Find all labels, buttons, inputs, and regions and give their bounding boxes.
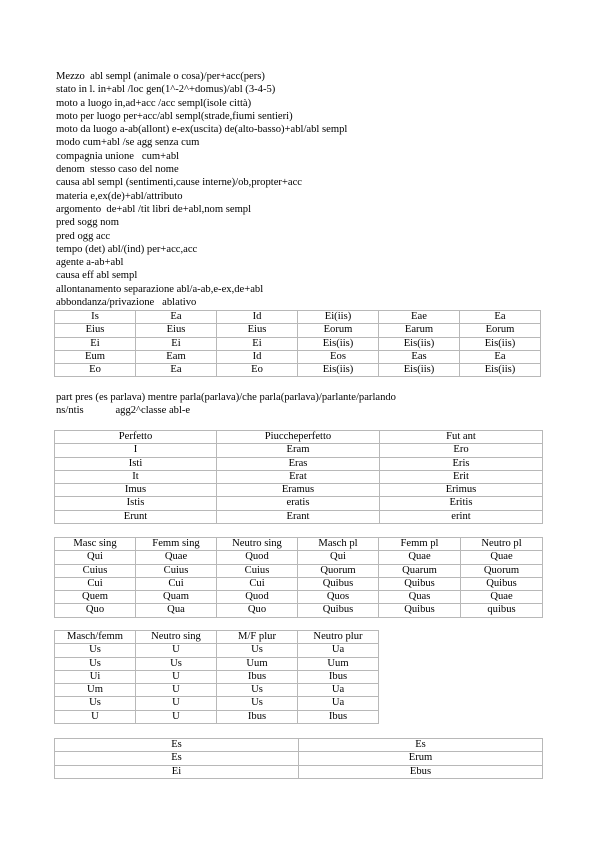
table-cell: Um — [55, 684, 136, 697]
table-cell: Us — [55, 697, 136, 710]
column-header: Neutro pl — [461, 538, 543, 551]
table-cell: Istis — [55, 497, 217, 510]
table-cell: Quarum — [379, 564, 461, 577]
table-cell: Cui — [217, 577, 298, 590]
table-cell: Us — [217, 697, 298, 710]
table-cell: Eras — [217, 457, 380, 470]
table-cell: Es — [299, 739, 543, 752]
notes-line: abbondanza/privazione ablativo — [56, 297, 197, 309]
table-cell: Us — [55, 657, 136, 670]
table-cell: Eorum — [460, 324, 541, 337]
column-header: Masc sing — [55, 538, 136, 551]
table-row — [55, 470, 543, 483]
table-row — [55, 510, 543, 523]
table-cell: Qui — [298, 551, 379, 564]
table-row — [55, 337, 541, 350]
table-cell: Cui — [136, 577, 217, 590]
table-cell: Eram — [217, 444, 380, 457]
notes-line: Mezzo abl sempl (animale o cosa)/per+acc(pers) — [56, 71, 265, 82]
table-cell: Ibus — [298, 670, 379, 683]
table-cell: Ei — [55, 765, 299, 778]
table-cell: Quorum — [461, 564, 543, 577]
column-header: Piuccheperfetto — [217, 431, 380, 444]
table-cell: Eius — [136, 324, 217, 337]
table-cell: Eis(iis) — [379, 337, 460, 350]
table-cell: Ea — [136, 364, 217, 377]
table-cell: Eius — [217, 324, 298, 337]
table-cell: Quorum — [298, 564, 379, 577]
table-cell: Ibus — [217, 710, 298, 723]
table-qui-quae-quod — [54, 537, 543, 618]
table-row — [55, 577, 543, 590]
table-is-declension — [54, 310, 541, 377]
notes-line: tempo (det) abl/(ind) per+acc,acc — [56, 243, 198, 255]
table-cell: Quod — [217, 551, 298, 564]
table-cell: Quae — [136, 551, 217, 564]
table-cell: Erimus — [380, 484, 543, 497]
table-cell: Ei — [55, 337, 136, 350]
table-cell: Cui — [55, 577, 136, 590]
table-cell: Eius — [55, 324, 136, 337]
table-cell: Quo — [55, 604, 136, 617]
table-cell: Quae — [461, 551, 543, 564]
table-cell: Erant — [217, 510, 380, 523]
column-header: Femm pl — [379, 538, 461, 551]
table-cell: Quas — [379, 591, 461, 604]
table-cell: Us — [55, 644, 136, 657]
table-cell: Eas — [379, 350, 460, 363]
table-cell: Us — [136, 657, 217, 670]
table-cell: Eis(iis) — [460, 337, 541, 350]
table-us-declension — [54, 630, 379, 724]
table-header-row — [55, 538, 543, 551]
table-cell: U — [136, 710, 217, 723]
table-cell: Uum — [298, 657, 379, 670]
table-row — [55, 324, 541, 337]
table-cell: Erat — [217, 470, 380, 483]
table-row — [55, 484, 543, 497]
table-cell: Eo — [217, 364, 298, 377]
grammar-notes — [56, 70, 347, 309]
table-row — [55, 497, 543, 510]
table-cell: Id — [217, 311, 298, 324]
table-cell: Eae — [379, 311, 460, 324]
table-cell: U — [136, 644, 217, 657]
notes-line: moto per luogo per+acc/abl sempl(strade,fiumi sentieri) — [56, 110, 293, 122]
notes-line: agente a-ab+abl — [56, 257, 124, 269]
table-cell: Imus — [55, 484, 217, 497]
notes-line: stato in l. in+abl /loc gen(1^-2^+domus)/abl (3-4-5) — [56, 84, 276, 96]
table-cell: Eorum — [298, 324, 379, 337]
table-cell: erint — [380, 510, 543, 523]
table-cell: Quem — [55, 591, 136, 604]
table-row — [55, 350, 541, 363]
table-cell: Erit — [380, 470, 543, 483]
table-cell: U — [136, 684, 217, 697]
table-row — [55, 684, 379, 697]
table-header-row — [55, 431, 543, 444]
table-cell: Ea — [136, 311, 217, 324]
table-cell: Quos — [298, 591, 379, 604]
table-cell: Eritis — [380, 497, 543, 510]
notes-line: allontanamento separazione abl/a-ab,e-ex,de+abl — [56, 283, 264, 295]
notes-line: causa eff abl sempl — [56, 270, 138, 282]
table-cell: Quibus — [298, 604, 379, 617]
table-cell: Ua — [298, 684, 379, 697]
table-cell: Us — [217, 684, 298, 697]
table-cell: Eis(iis) — [298, 364, 379, 377]
participle-notes — [56, 391, 396, 418]
table-row — [55, 311, 541, 324]
notes-line: compagnia unione cum+abl — [56, 150, 180, 162]
notes-line: materia e,ex(de)+abl/attributo — [56, 190, 183, 202]
table-cell: Ea — [460, 311, 541, 324]
table-cell: Ibus — [298, 710, 379, 723]
table-cell: eratis — [217, 497, 380, 510]
participle-line: part pres (es parlava) mentre parla(parlava)/che parla(parlava)/parlante/parlando — [56, 392, 396, 403]
table-cell: I — [55, 444, 217, 457]
table-cell: Qua — [136, 604, 217, 617]
notes-line: denom stesso caso del nome — [56, 164, 179, 176]
table-cell: Ibus — [217, 670, 298, 683]
table-cell: Quod — [217, 591, 298, 604]
notes-line: causa abl sempl (sentimenti,cause interne)/ob,propter+acc — [56, 177, 302, 189]
table-cell: Ui — [55, 670, 136, 683]
table-cell: It — [55, 470, 217, 483]
table-row — [55, 457, 543, 470]
notes-line: moto da luogo a-ab(allont) e-ex(uscita) de(alto-basso)+abl/abl sempl — [56, 124, 348, 136]
table-header-row — [55, 631, 379, 644]
table-cell: U — [55, 710, 136, 723]
notes-line: argomento de+abl /tit libri de+abl,nom sempl — [56, 203, 252, 215]
table-cell: Erum — [299, 752, 543, 765]
table-row — [55, 670, 379, 683]
table-cell: Quibus — [461, 577, 543, 590]
table-cell: Is — [55, 311, 136, 324]
table-row — [55, 697, 379, 710]
table-cell: Quibus — [379, 577, 461, 590]
column-header: Femm sing — [136, 538, 217, 551]
table-cell: Ei — [217, 337, 298, 350]
column-header: Neutro sing — [217, 538, 298, 551]
column-header: Neutro plur — [298, 631, 379, 644]
notes-line: pred sogg nom — [56, 217, 119, 229]
table-cell: Ua — [298, 644, 379, 657]
table-cell: Cuius — [217, 564, 298, 577]
table-row — [55, 604, 543, 617]
table-cell: Isti — [55, 457, 217, 470]
table-cell: Earum — [379, 324, 460, 337]
table-row — [55, 765, 543, 778]
table-row — [55, 364, 541, 377]
table-cell: Cuius — [136, 564, 217, 577]
table-cell: Eramus — [217, 484, 380, 497]
notes-line: pred ogg acc — [56, 230, 111, 242]
table-cell: Id — [217, 350, 298, 363]
table-cell: Ei — [136, 337, 217, 350]
table-perfetto — [54, 430, 543, 524]
table-row — [55, 752, 543, 765]
table-es-declension — [54, 738, 543, 779]
table-cell: Ua — [298, 697, 379, 710]
table-row — [55, 591, 543, 604]
column-header: Perfetto — [55, 431, 217, 444]
column-header: Masch/femm — [55, 631, 136, 644]
table-cell: Ero — [380, 444, 543, 457]
table-cell: Us — [217, 644, 298, 657]
table-cell: Eum — [55, 350, 136, 363]
table-row — [55, 551, 543, 564]
column-header: Neutro sing — [136, 631, 217, 644]
table-cell: Quae — [379, 551, 461, 564]
table-cell: Quibus — [298, 577, 379, 590]
column-header: Masch pl — [298, 538, 379, 551]
column-header: M/F plur — [217, 631, 298, 644]
table-cell: Eis(iis) — [298, 337, 379, 350]
table-cell: Es — [55, 752, 299, 765]
table-cell: Ebus — [299, 765, 543, 778]
table-row — [55, 564, 543, 577]
table-cell: Eo — [55, 364, 136, 377]
table-row — [55, 644, 379, 657]
table-cell: U — [136, 670, 217, 683]
table-cell: U — [136, 697, 217, 710]
table-cell: Quibus — [379, 604, 461, 617]
table-cell: Quae — [461, 591, 543, 604]
table-cell: Eos — [298, 350, 379, 363]
table-cell: Qui — [55, 551, 136, 564]
table-cell: Es — [55, 739, 299, 752]
table-cell: Quo — [217, 604, 298, 617]
notes-line: moto a luogo in,ad+acc /acc sempl(isole città) — [56, 97, 252, 109]
table-cell: Cuius — [55, 564, 136, 577]
table-cell: Erunt — [55, 510, 217, 523]
notes-line: modo cum+abl /se agg senza cum — [56, 137, 200, 149]
table-cell: Eis(iis) — [379, 364, 460, 377]
table-row — [55, 710, 379, 723]
table-row — [55, 657, 379, 670]
table-cell: Eam — [136, 350, 217, 363]
table-cell: Eis(iis) — [460, 364, 541, 377]
column-header: Fut ant — [380, 431, 543, 444]
table-cell: Eris — [380, 457, 543, 470]
table-row — [55, 444, 543, 457]
table-row — [55, 739, 543, 752]
table-cell: Ei(iis) — [298, 311, 379, 324]
table-cell: Quam — [136, 591, 217, 604]
table-cell: quibus — [461, 604, 543, 617]
table-cell: Uum — [217, 657, 298, 670]
table-cell: Ea — [460, 350, 541, 363]
participle-line: ns/ntis agg2^classe abl-e — [56, 405, 191, 417]
